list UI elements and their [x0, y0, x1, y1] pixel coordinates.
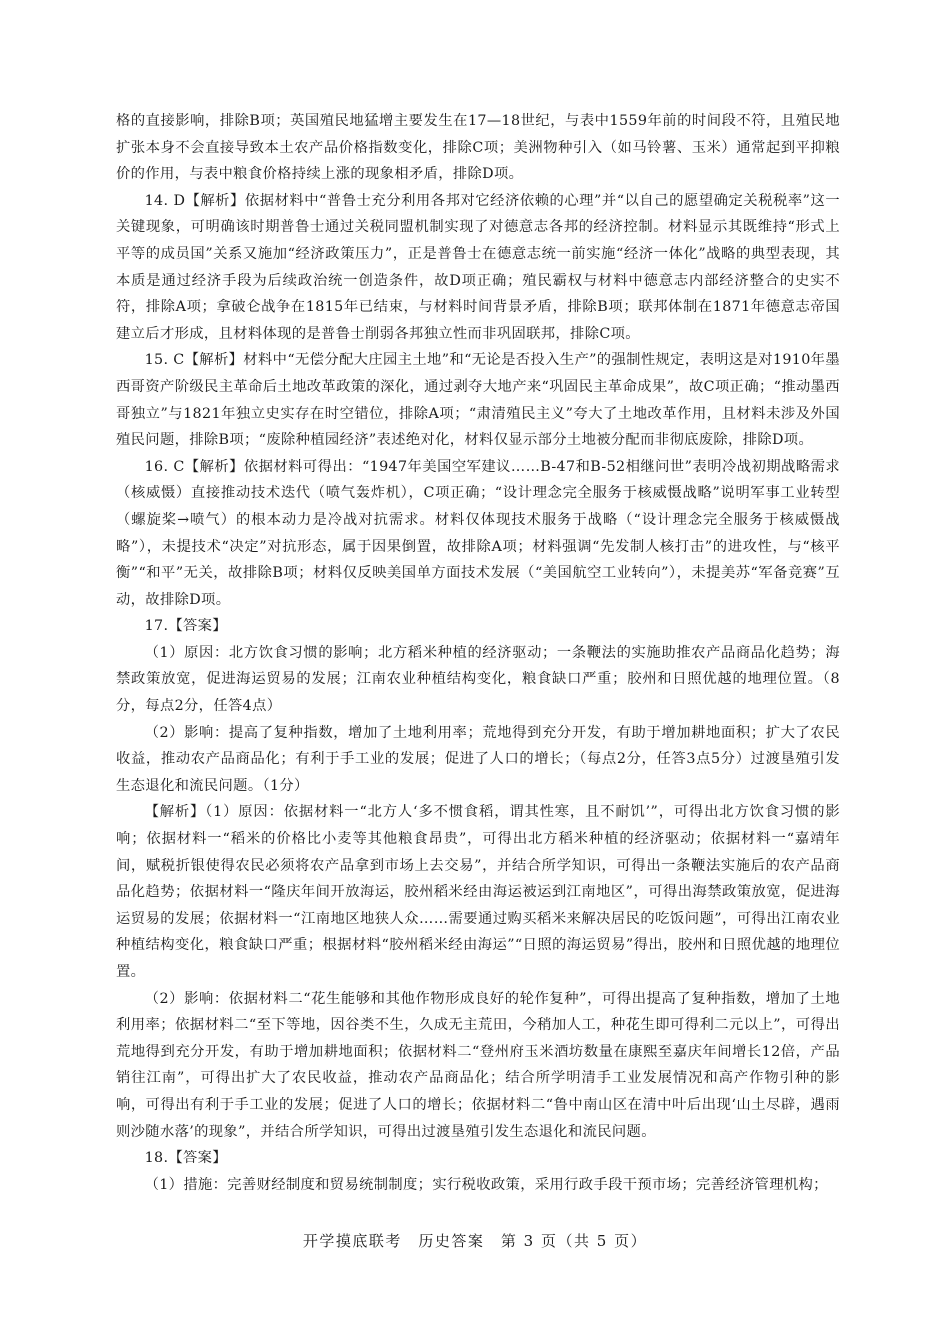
answer-16-analysis: 16. C【解析】依据材料可得出：“1947年美国空军建议……B-47和B-52相继问世”表明冷战初期战略需求（核威慑）直接推动技术迭代（喷气轰炸机），C项正确；“设计理念完全服务于核威慑战略”说明军事工业转型（螺旋桨→喷气）的根本动力是冷战对抗需求。材料仅体现技术服务于战略（“设计理念完全服务于核威慑战略”），未提技术“决定”对抗形态，属于因果倒置，故排除A项；材料强调“先发制人核打击”的进攻性，与“核平衡”“和平”无关，故排除B项；材料仅反映美国单方面技术发展（“美国航空工业转向”），未提美苏“军备竞赛”互动，故排除D项。: [116, 458, 840, 608]
answer-content: [116, 108, 840, 1198]
answer-15-analysis: 15. C【解析】材料中“无偿分配大庄园主土地”和“无论是否投入生产”的强制性规定，表明这是对1910年墨西哥资产阶级民主革命后土地改革政策的深化，通过剥夺大地产来“巩固民主革命成果”，故C项正确；“推动墨西哥独立”与1821年独立史实存在时空错位，排除A项；“肃清殖民主义”夸大了土地改革作用，且材料未涉及外国殖民问题，排除B项；“废除种植园经济”表述绝对化，材料仅显示部分土地被分配而非彻底废除，排除D项。: [116, 352, 840, 449]
answer-17-analysis-part1: 【解析】（1）原因：依据材料一“北方人‘多不惯食稻，谓其性寒，且不耐饥’”，可得出北方饮食习惯的影响；依据材料一“稻米的价格比小麦等其他粮食昂贵”，可得出北方稻米种植的经济驱动；依据材料一“嘉靖年间，赋税折银使得农民必须将农产品拿到市场上去交易”，并结合所学知识，可得出一条鞭法实施后的农产品商品化趋势；依据材料一“隆庆年间开放海运，胶州稻米经由海运被运到江南地区”，可得出海禁政策放宽，促进海运贸易的发展；依据材料一“江南地区地狭人众……需要通过购买稻米来解决居民的吃饭问题”，可得出江南农业种植结构变化，粮食缺口严重；根据材料“胶州稻米经由海运”“日照的海运贸易”得出，胶州和日照优越的地理位置。: [116, 804, 840, 980]
answer-18-part1: （1）措施：完善财经制度和贸易统制制度；实行税收政策，采用行政手段干预市场；完善经济管理机构；: [144, 1176, 828, 1193]
answer-14-analysis: 14. D【解析】依据材料中“普鲁士充分利用各邦对它经济依赖的心理”并“以自己的愿望确定关税税率”这一关键现象，可明确该时期普鲁士通过关税同盟机制实现了对德意志各邦的经济控制。材料显示其既维持“形式上平等的成员国”关系又施加“经济政策压力”，正是普鲁士在德意志统一前实施“经济一体化”战略的典型表现，其本质是通过经济手段为后续政治统一创造条件，故D项正确；殖民霸权与材料中德意志内部经济整合的史实不符，排除A项；拿破仑战争在1815年已结束，与材料时间背景矛盾，排除B项；联邦体制在1871年德意志帝国建立后才形成，且材料体现的是普鲁士削弱各邦独立性而非巩固联邦，排除C项。: [116, 192, 840, 342]
paragraph-continuation: 格的直接影响，排除B项；英国殖民地猛增主要发生在17—18世纪，与表中1559年前的时间段不符，且殖民地扩张本身不会直接导致本土农产品价格指数变化，排除C项；美洲物种引入（如马铃薯、玉米）通常起到平抑粮价的作用，与表中粮食价格持续上涨的现象相矛盾，排除D项。: [116, 113, 840, 183]
answer-17-part1: （1）原因：北方饮食习惯的影响；北方稻米种植的经济驱动；一条鞭法的实施助推农产品商品化趋势；海禁政策放宽，促进海运贸易的发展；江南农业种植结构变化，粮食缺口严重；胶州和日照优越的地理位置。（8分，每点2分，任答4点）: [116, 644, 840, 715]
answer-18-heading: 18.【答案】: [144, 1150, 227, 1167]
answer-17-part2: （2）影响：提高了复种指数，增加了土地利用率；荒地得到充分开发，有助于增加耕地面积；扩大了农民收益，推动农产品商品化；有利于手工业的发展；促进了人口的增长；（每点2分，任答3点5分）过渡垦殖引发生态退化和流民问题。（1分）: [116, 724, 840, 794]
answer-17-heading: 17.【答案】: [144, 618, 227, 635]
page-footer: 开学摸底联考 历史答案 第 3 页（共 5 页）: [302, 1232, 648, 1250]
answer-17-analysis-part2: （2）影响：依据材料二“花生能够和其他作物形成良好的轮作复种”，可得出提高了复种指数，增加了土地利用率；依据材料二“至下等地，因谷类不生，久成无主荒田，今稍加人工，种花生即可得利二元以上”，可得出荒地得到充分开发，有助于增加耕地面积；依据材料二“登州府玉米酒坊数量在康熙至嘉庆年间增长12倍，产品销往江南”，可得出扩大了农民收益，推动农产品商品化；结合所学明清手工业发展情况和高产作物引种的影响，可得出有利于手工业的发展；促进了人口的增长；依据材料二“鲁中南山区在清中叶后出现‘山土尽辟，遇雨则沙随水落’的现象”，并结合所学知识，可得出过渡垦殖引发生态退化和流民问题。: [116, 990, 840, 1140]
